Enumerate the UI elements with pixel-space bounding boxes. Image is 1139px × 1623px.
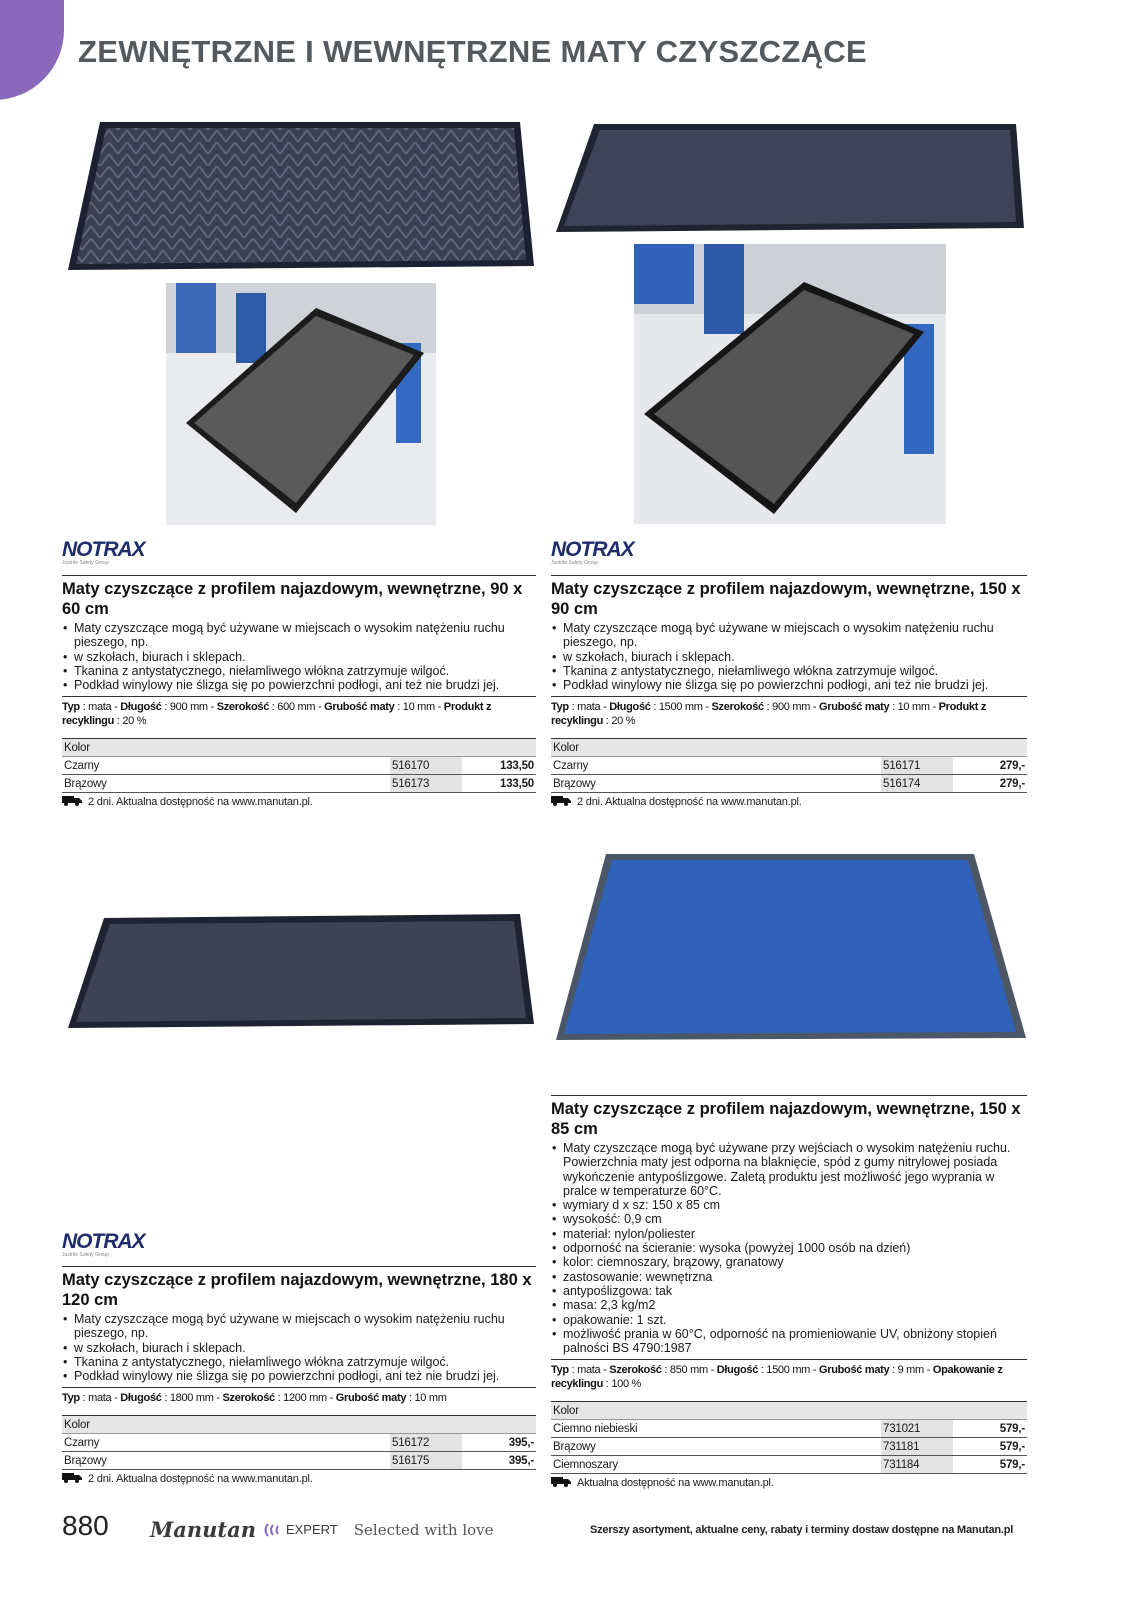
- product-code: 516172: [390, 1434, 462, 1452]
- availability-line: [551, 1476, 1027, 1490]
- table-row: [551, 1420, 1027, 1438]
- table-row: [62, 1434, 536, 1452]
- spec-value: 10 mm: [402, 701, 435, 714]
- spacer: [551, 728, 1027, 738]
- table-header-row: [551, 739, 1027, 757]
- column-header-color: Kolor: [551, 739, 1027, 757]
- column-header-color: Kolor: [62, 739, 536, 757]
- product-price: 133,50: [462, 775, 536, 793]
- delivery-truck-icon: [62, 1472, 82, 1486]
- feature-item: • materiał: nylon/poliester: [563, 1227, 1027, 1241]
- spec-line: Typ : mata - Szerokość : 850 mm - Długość : 1500 mm - Grubość maty : 9 mm - Opakowanie z recyklingu : 100 %: [551, 1359, 1027, 1391]
- mat-photo-herringbone: [64, 118, 536, 276]
- feature-item: • wymiary d x sz: 150 x 85 cm: [563, 1198, 1027, 1212]
- feature-item: • w szkołach, biurach i sklepach.: [74, 1341, 536, 1355]
- feature-item: • zastosowanie: wewnętrzna: [563, 1270, 1027, 1284]
- spec-key: Typ: [551, 1364, 569, 1377]
- feature-item: • odporność na ścieranie: wysoka (powyżej 1000 osób na dzień): [563, 1241, 1027, 1255]
- delivery-truck-icon: [62, 795, 82, 809]
- variant-color: Czarny: [62, 757, 390, 775]
- spec-value: 1200 mm: [283, 1392, 327, 1405]
- spec-key: Opakowanie z recyklingu: [551, 1364, 1003, 1391]
- spacer: [62, 1405, 536, 1415]
- product-block: [551, 1095, 1027, 1490]
- delivery-truck-icon: [551, 795, 571, 809]
- variant-color: Brązowy: [62, 1452, 390, 1470]
- slogan: Selected with love: [353, 1520, 494, 1539]
- table-row: [62, 757, 536, 775]
- spec-value: 100 %: [611, 1378, 642, 1391]
- feature-item: • Podkład winylowy nie ślizga się po powierzchni podłogi, ani też nie brudzi jej.: [74, 678, 536, 692]
- feature-item: • Maty czyszczące mogą być używane w miejscach o wysokim natężeniu ruchu pieszego, np.: [74, 621, 536, 650]
- delivery-truck-icon: [551, 1476, 571, 1490]
- availability-text: 2 dni. Aktualna dostępność na www.manutan.pl.: [577, 796, 802, 809]
- spec-value: mata: [88, 1392, 112, 1405]
- table-row: [551, 757, 1027, 775]
- feature-item: • Tkanina z antystatycznego, niełamliwego włókna zatrzymuje wilgoć.: [74, 1355, 536, 1369]
- purple-corner-tab: [0, 0, 64, 100]
- spec-key: Szerokość: [711, 701, 764, 714]
- spec-value: mata: [577, 1364, 601, 1377]
- spec-value: 20 %: [611, 715, 636, 728]
- product-price: 395,-: [462, 1434, 536, 1452]
- product-price: 133,50: [462, 757, 536, 775]
- spec-value: 20 %: [122, 715, 147, 728]
- product-code: 731184: [881, 1456, 953, 1474]
- feature-item: • w szkołach, biurach i sklepach.: [74, 650, 536, 664]
- feature-item: • opakowanie: 1 szt.: [563, 1313, 1027, 1327]
- feature-item: • Maty czyszczące mogą być używane przy wejściach o wysokim natężeniu ruchu. Powierzchnia maty jest odporna na blaknięcie, spód z gumy nitrylowej posiada wykończenie antypoślizgowe. Zaletą produktu jest możliwość jego wyprania w pralce w temperaturze 60°C.: [563, 1141, 1027, 1198]
- product-code: 731181: [881, 1438, 953, 1456]
- feature-item: • możliwość prania w 60°C, odporność na promieniowanie UV, obniżony stopień palności BS 4790:1987: [563, 1327, 1027, 1356]
- signal-waves-icon: [262, 1522, 280, 1538]
- feature-item: • kolor: ciemnoszary, brązowy, granatowy: [563, 1255, 1027, 1269]
- spec-key: Grubość maty: [818, 1364, 890, 1377]
- variant-table: [62, 738, 536, 793]
- table-row: [551, 1438, 1027, 1456]
- availability-text: Aktualna dostępność na www.manutan.pl.: [577, 1477, 774, 1490]
- spec-key: Produkt z recyklingu: [62, 701, 492, 728]
- mat-photo-grey-ribbed: [554, 118, 1026, 234]
- variant-color: Czarny: [62, 1434, 390, 1452]
- feature-item: • masa: 2,3 kg/m2: [563, 1298, 1027, 1312]
- variant-color: Czarny: [551, 757, 881, 775]
- spec-key: Szerokość: [216, 701, 270, 714]
- variant-color: Brązowy: [62, 775, 390, 793]
- column-header-color: Kolor: [551, 1402, 1027, 1420]
- feature-item: • Tkanina z antystatycznego, niełamliwego włókna zatrzymuje wilgoć.: [74, 664, 536, 678]
- column-header-color: Kolor: [62, 1416, 536, 1434]
- spec-value: 1800 mm: [169, 1392, 214, 1405]
- product-block: [62, 575, 536, 809]
- availability-line: [62, 795, 536, 809]
- product-price: 579,-: [953, 1456, 1027, 1474]
- availability-line: [62, 1472, 536, 1486]
- mat-photo-dark-grey: [64, 912, 536, 1032]
- spec-key: Grubość maty: [335, 1392, 407, 1405]
- spec-line: Typ : mata - Długość : 900 mm - Szerokość : 600 mm - Grubość maty : 10 mm - Produkt z recyklingu : 20 %: [62, 696, 536, 728]
- feature-item: • w szkołach, biurach i sklepach.: [563, 650, 1027, 664]
- product-block: [551, 575, 1027, 809]
- spec-key: Szerokość: [222, 1392, 275, 1405]
- feature-item: • Podkład winylowy nie ślizga się po powierzchni podłogi, ani też nie brudzi jej.: [563, 678, 1027, 692]
- product-code: 516173: [390, 775, 462, 793]
- spec-key: Szerokość: [609, 1364, 662, 1377]
- page-title: ZEWNĘTRZNE I WEWNĘTRZNE MATY CZYSZCZĄCE: [78, 34, 867, 69]
- variant-color: Brązowy: [551, 775, 881, 793]
- product-code: 516175: [390, 1452, 462, 1470]
- table-row: [62, 1452, 536, 1470]
- product-code: 516171: [881, 757, 953, 775]
- product-block: [62, 1266, 536, 1486]
- spec-key: Grubość maty: [818, 701, 890, 714]
- spec-value: 9 mm: [897, 1364, 924, 1377]
- spec-key: Długość: [609, 701, 651, 714]
- variant-color: Brązowy: [551, 1438, 881, 1456]
- variant-color: Ciemno niebieski: [551, 1420, 881, 1438]
- spacer: [551, 1391, 1027, 1401]
- table-row: [551, 1456, 1027, 1474]
- notrax-logo: NOTRAX Justrite Safety Group: [551, 538, 634, 566]
- manutan-logo: Manutan: [150, 1517, 256, 1542]
- variant-color: Ciemnoszary: [551, 1456, 881, 1474]
- product-price: 395,-: [462, 1452, 536, 1470]
- spec-key: Długość: [120, 1392, 162, 1405]
- spec-value: mata: [88, 701, 112, 714]
- expert-label: EXPERT: [285, 1522, 338, 1537]
- table-header-row: [551, 1402, 1027, 1420]
- spacer: [62, 728, 536, 738]
- spec-line: Typ : mata - Długość : 1800 mm - Szerokość : 1200 mm - Grubość maty : 10 mm: [62, 1387, 536, 1405]
- feature-list: [551, 1141, 1027, 1355]
- spec-value: mata: [577, 701, 601, 714]
- spec-key: Typ: [62, 1392, 80, 1405]
- availability-line: [551, 795, 1027, 809]
- spec-line: Typ : mata - Długość : 1500 mm - Szerokość : 900 mm - Grubość maty : 10 mm - Produkt z recyklingu : 20 %: [551, 696, 1027, 728]
- product-title: Maty czyszczące z profilem najazdowym, wewnętrzne, 90 x 60 cm: [62, 580, 523, 618]
- spec-key: Grubość maty: [324, 701, 395, 714]
- table-header-row: [62, 1416, 536, 1434]
- feature-list: [62, 621, 536, 692]
- table-header-row: [62, 739, 536, 757]
- feature-item: • Podkład winylowy nie ślizga się po powierzchni podłogi, ani też nie brudzi jej.: [74, 1369, 536, 1383]
- product-title: Maty czyszczące z profilem najazdowym, wewnętrzne, 150 x 90 cm: [551, 580, 1021, 618]
- table-row: [551, 775, 1027, 793]
- spec-value: 10 mm: [897, 701, 930, 714]
- feature-item: • antypoślizgowa: tak: [563, 1284, 1027, 1298]
- spec-key: Typ: [62, 701, 80, 714]
- mat-in-use-photo-1: [166, 283, 436, 525]
- variant-table: [62, 1415, 536, 1470]
- product-code: 516170: [390, 757, 462, 775]
- feature-item: • Maty czyszczące mogą być używane w miejscach o wysokim natężeniu ruchu pieszego, np.: [74, 1312, 536, 1341]
- product-price: 579,-: [953, 1438, 1027, 1456]
- spec-value: 10 mm: [414, 1392, 447, 1405]
- availability-text: 2 dni. Aktualna dostępność na www.manutan.pl.: [88, 796, 313, 809]
- feature-item: • Tkanina z antystatycznego, niełamliwego włókna zatrzymuje wilgoć.: [563, 664, 1027, 678]
- feature-list: [551, 621, 1027, 692]
- availability-text: 2 dni. Aktualna dostępność na www.manutan.pl.: [88, 1473, 313, 1486]
- product-code: 516174: [881, 775, 953, 793]
- spec-key: Typ: [551, 701, 569, 714]
- footer-note: Szerszy asortyment, aktualne ceny, rabaty i terminy dostaw dostępne na Manutan.pl: [590, 1524, 1014, 1536]
- feature-item: • wysokość: 0,9 cm: [563, 1212, 1027, 1226]
- spec-key: Produkt z recyklingu: [551, 701, 987, 728]
- product-price: 279,-: [953, 757, 1027, 775]
- spec-value: 1500 mm: [658, 701, 703, 714]
- spec-value: 900 mm: [169, 701, 208, 714]
- product-price: 279,-: [953, 775, 1027, 793]
- spec-key: Długość: [120, 701, 162, 714]
- page-number: 880: [62, 1510, 109, 1541]
- product-title: Maty czyszczące z profilem najazdowym, wewnętrzne, 180 x 120 cm: [62, 1271, 532, 1309]
- spec-value: 600 mm: [277, 701, 316, 714]
- product-title: Maty czyszczące z profilem najazdowym, wewnętrzne, 150 x 85 cm: [551, 1100, 1021, 1138]
- spec-key: Długość: [716, 1364, 759, 1377]
- footer-brand: [150, 1517, 494, 1542]
- product-price: 579,-: [953, 1420, 1027, 1438]
- product-code: 731021: [881, 1420, 953, 1438]
- variant-table: [551, 738, 1027, 793]
- mat-in-use-photo-2: [634, 244, 946, 524]
- variant-table: [551, 1401, 1027, 1474]
- mat-photo-blue: [554, 852, 1028, 1042]
- feature-item: • Maty czyszczące mogą być używane w miejscach o wysokim natężeniu ruchu pieszego, np.: [563, 621, 1027, 650]
- feature-list: [62, 1312, 536, 1383]
- spec-value: 900 mm: [772, 701, 811, 714]
- notrax-logo: NOTRAX Justrite Safety Group: [62, 538, 145, 566]
- spec-value: 1500 mm: [766, 1364, 811, 1377]
- spec-value: 850 mm: [669, 1364, 708, 1377]
- table-row: [62, 775, 536, 793]
- notrax-logo: NOTRAX Justrite Safety Group: [62, 1230, 145, 1258]
